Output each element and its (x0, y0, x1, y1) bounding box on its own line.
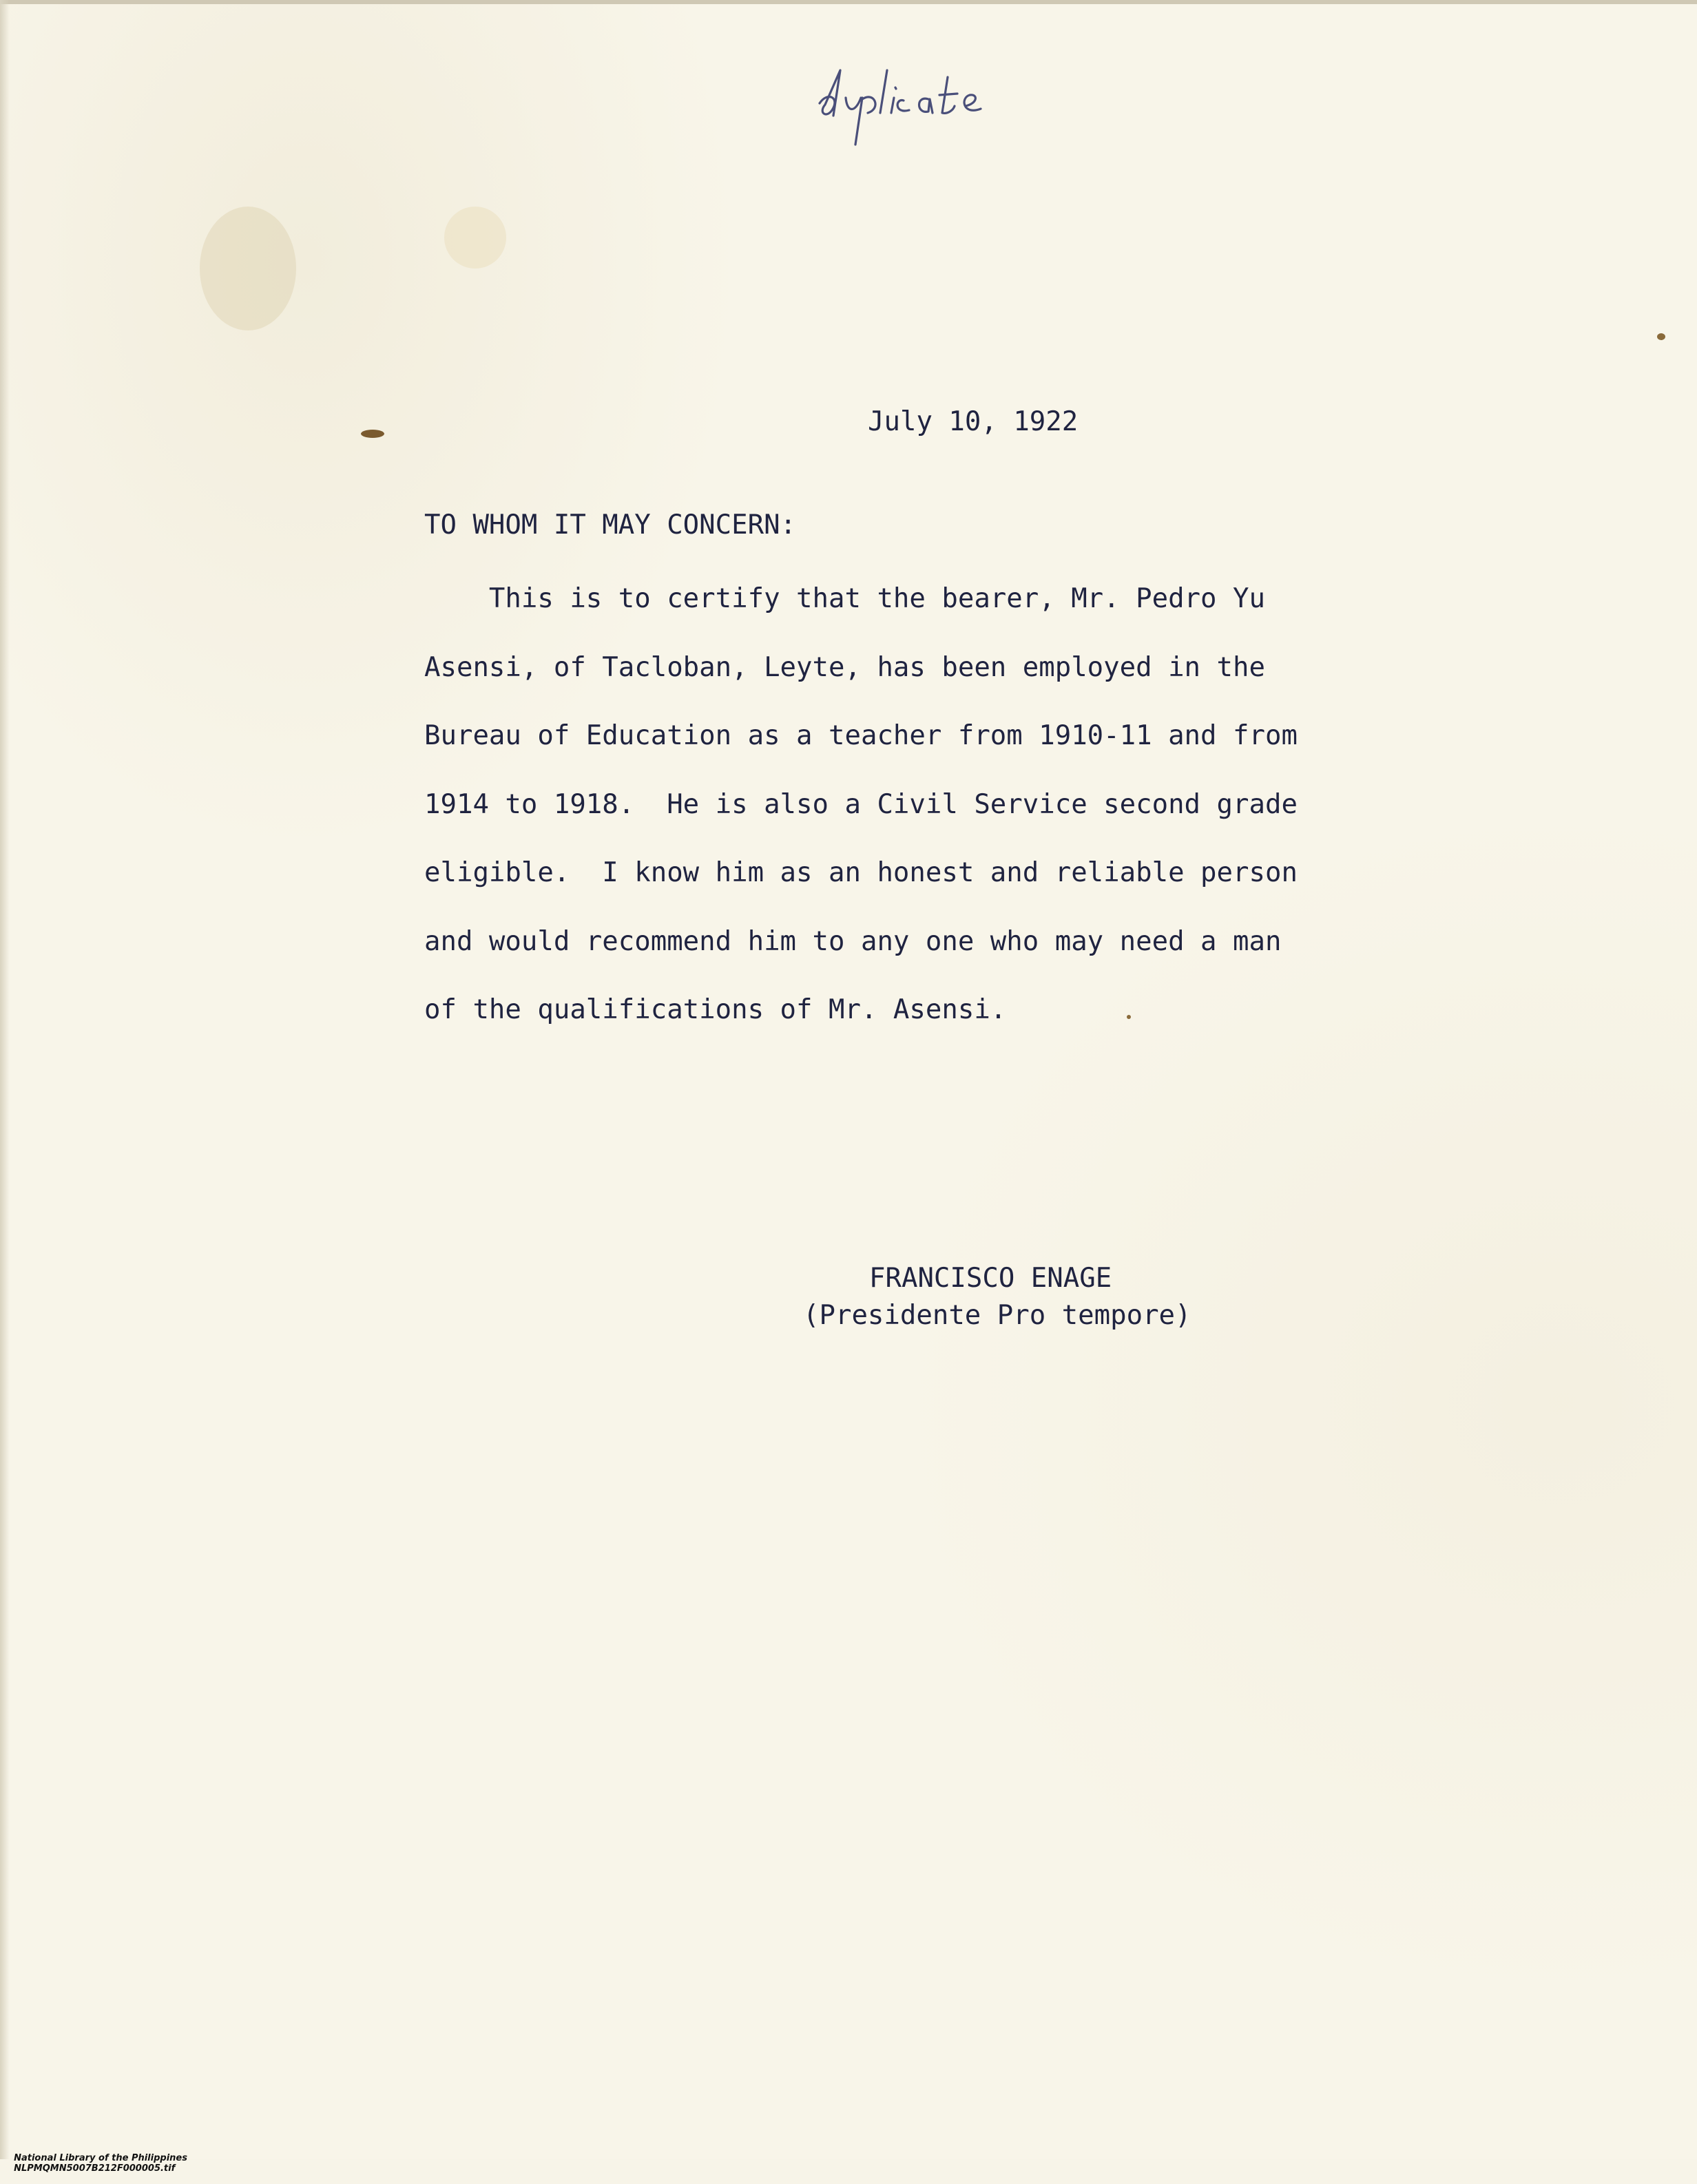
page-top-edge (0, 0, 1697, 4)
ink-speck (1657, 333, 1665, 340)
body-line: Asensi, of Tacloban, Leyte, has been employed in the (424, 651, 1265, 683)
ink-speck (361, 430, 384, 438)
paper-stain (200, 207, 296, 330)
signer-title: (Presidente Pro tempore) (803, 1300, 1191, 1331)
signer-name: FRANCISCO ENAGE (869, 1263, 1112, 1294)
footer-file-id: NLPMQMN5007B212F000005.tif (14, 2163, 176, 2174)
body-line: This is to certify that the bearer, Mr. Pedro Yu (424, 583, 1265, 614)
body-line: and would recommend him to any one who may need a man (424, 925, 1282, 957)
page-left-edge (0, 0, 10, 2159)
body-line: eligible. I know him as an honest and reliable person (424, 857, 1298, 888)
body-line: Bureau of Education as a teacher from 1910-11 and from (424, 720, 1298, 751)
footer-library: National Library of the Philippines (14, 2153, 187, 2163)
letter-salutation: TO WHOM IT MAY CONCERN: (424, 510, 797, 540)
body-line: 1914 to 1918. He is also a Civil Service second grade (424, 788, 1298, 820)
letter-date: July 10, 1922 (868, 406, 1079, 437)
body-line: of the qualifications of Mr. Asensi. (424, 994, 1007, 1025)
paper-stain (444, 207, 506, 269)
handwritten-annotation (813, 50, 1019, 146)
letter-body (424, 578, 1402, 1058)
scan-footer (1, 2143, 204, 2184)
handwritten-duplicate-mark (813, 50, 1019, 146)
